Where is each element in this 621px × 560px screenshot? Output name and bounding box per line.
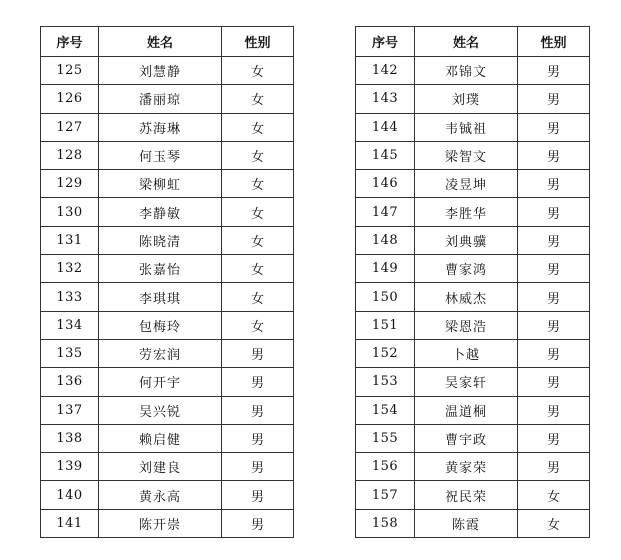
cell-gender: 男	[222, 481, 294, 509]
cell-gender: 女	[222, 226, 294, 254]
cell-name: 吴家轩	[415, 368, 518, 396]
cell-name: 包梅玲	[99, 311, 222, 339]
header-row	[41, 27, 294, 57]
cell-gender: 男	[518, 424, 590, 452]
table-row	[41, 170, 294, 198]
table-row	[41, 368, 294, 396]
cell-number: 131	[41, 226, 99, 254]
cell-name: 刘璞	[415, 85, 518, 113]
table-row	[41, 85, 294, 113]
table-row	[41, 141, 294, 169]
cell-name: 梁柳虹	[99, 170, 222, 198]
cell-name: 李胜华	[415, 198, 518, 226]
table-row	[356, 198, 590, 226]
cell-name: 潘丽琼	[99, 85, 222, 113]
cell-number: 140	[41, 481, 99, 509]
cell-name: 祝民荣	[415, 481, 518, 509]
cell-number: 147	[356, 198, 415, 226]
cell-gender: 男	[222, 368, 294, 396]
cell-name: 邓锦文	[415, 57, 518, 85]
cell-gender: 男	[518, 141, 590, 169]
cell-name: 梁恩浩	[415, 311, 518, 339]
cell-gender: 男	[518, 396, 590, 424]
table-row	[41, 509, 294, 537]
column-header-gender: 性别	[518, 27, 590, 57]
cell-gender: 女	[518, 481, 590, 509]
cell-number: 156	[356, 453, 415, 481]
cell-name: 吴兴锐	[99, 396, 222, 424]
cell-number: 137	[41, 396, 99, 424]
column-header-number: 序号	[356, 27, 415, 57]
cell-gender: 女	[222, 198, 294, 226]
roster-table-left	[40, 26, 294, 538]
cell-name: 黄永高	[99, 481, 222, 509]
cell-gender: 男	[222, 339, 294, 367]
table-row	[41, 57, 294, 85]
table-row	[41, 113, 294, 141]
cell-gender: 男	[518, 311, 590, 339]
cell-name: 刘建良	[99, 453, 222, 481]
table-row	[356, 170, 590, 198]
cell-number: 153	[356, 368, 415, 396]
table-row	[356, 509, 590, 537]
table-row	[41, 198, 294, 226]
cell-number: 143	[356, 85, 415, 113]
cell-gender: 男	[518, 453, 590, 481]
cell-number: 154	[356, 396, 415, 424]
cell-gender: 女	[222, 283, 294, 311]
cell-number: 148	[356, 226, 415, 254]
cell-name: 劳宏润	[99, 339, 222, 367]
table-row	[356, 311, 590, 339]
table-row	[356, 141, 590, 169]
cell-gender: 男	[222, 424, 294, 452]
table-row	[41, 226, 294, 254]
cell-gender: 女	[518, 509, 590, 537]
cell-name: 刘典骥	[415, 226, 518, 254]
column-header-gender: 性别	[222, 27, 294, 57]
header-row	[356, 27, 590, 57]
cell-number: 152	[356, 339, 415, 367]
cell-gender: 男	[518, 170, 590, 198]
cell-name: 赖启健	[99, 424, 222, 452]
cell-name: 陈开崇	[99, 509, 222, 537]
table-row	[356, 85, 590, 113]
cell-gender: 男	[518, 339, 590, 367]
column-header-number: 序号	[41, 27, 99, 57]
cell-number: 139	[41, 453, 99, 481]
cell-number: 128	[41, 141, 99, 169]
cell-number: 155	[356, 424, 415, 452]
cell-number: 127	[41, 113, 99, 141]
cell-name: 黄家荣	[415, 453, 518, 481]
cell-number: 141	[41, 509, 99, 537]
table-row	[356, 283, 590, 311]
table-row	[356, 396, 590, 424]
cell-name: 温道桐	[415, 396, 518, 424]
cell-name: 凌昱坤	[415, 170, 518, 198]
cell-gender: 男	[518, 283, 590, 311]
cell-name: 陈霞	[415, 509, 518, 537]
cell-gender: 男	[518, 226, 590, 254]
table-row	[356, 368, 590, 396]
cell-gender: 男	[518, 85, 590, 113]
column-header-name: 姓名	[415, 27, 518, 57]
cell-name: 何玉琴	[99, 141, 222, 169]
cell-name: 苏海琳	[99, 113, 222, 141]
cell-name: 李琪琪	[99, 283, 222, 311]
cell-name: 林威杰	[415, 283, 518, 311]
cell-number: 158	[356, 509, 415, 537]
cell-gender: 男	[222, 453, 294, 481]
cell-name: 梁智文	[415, 141, 518, 169]
cell-number: 146	[356, 170, 415, 198]
cell-gender: 男	[518, 368, 590, 396]
table-row	[356, 453, 590, 481]
cell-number: 134	[41, 311, 99, 339]
cell-name: 张嘉怡	[99, 255, 222, 283]
cell-gender: 女	[222, 85, 294, 113]
table-row	[356, 113, 590, 141]
cell-name: 何开宇	[99, 368, 222, 396]
cell-gender: 女	[222, 57, 294, 85]
cell-name: 刘慧静	[99, 57, 222, 85]
table-row	[356, 339, 590, 367]
roster-table-right	[355, 26, 590, 538]
cell-number: 145	[356, 141, 415, 169]
cell-gender: 男	[518, 57, 590, 85]
cell-number: 142	[356, 57, 415, 85]
table-row	[41, 311, 294, 339]
cell-name: 韦铖祖	[415, 113, 518, 141]
cell-number: 151	[356, 311, 415, 339]
table-row	[356, 255, 590, 283]
cell-number: 136	[41, 368, 99, 396]
cell-number: 125	[41, 57, 99, 85]
cell-number: 133	[41, 283, 99, 311]
cell-gender: 男	[222, 396, 294, 424]
table-row	[356, 226, 590, 254]
cell-number: 150	[356, 283, 415, 311]
cell-number: 157	[356, 481, 415, 509]
table-row	[41, 453, 294, 481]
cell-number: 126	[41, 85, 99, 113]
cell-number: 138	[41, 424, 99, 452]
cell-gender: 女	[222, 311, 294, 339]
cell-name: 曹家鸿	[415, 255, 518, 283]
cell-gender: 男	[518, 198, 590, 226]
table-row	[356, 424, 590, 452]
cell-gender: 女	[222, 170, 294, 198]
cell-number: 132	[41, 255, 99, 283]
cell-name: 陈晓清	[99, 226, 222, 254]
cell-number: 130	[41, 198, 99, 226]
cell-gender: 男	[518, 255, 590, 283]
cell-name: 卜越	[415, 339, 518, 367]
cell-gender: 男	[222, 509, 294, 537]
cell-number: 149	[356, 255, 415, 283]
table-row	[356, 481, 590, 509]
cell-number: 144	[356, 113, 415, 141]
column-header-name: 姓名	[99, 27, 222, 57]
cell-name: 曹宇政	[415, 424, 518, 452]
table-row	[41, 283, 294, 311]
cell-gender: 女	[222, 141, 294, 169]
table-row	[41, 481, 294, 509]
table-row	[41, 255, 294, 283]
table-row	[41, 424, 294, 452]
cell-name: 李静敏	[99, 198, 222, 226]
table-row	[41, 396, 294, 424]
cell-number: 135	[41, 339, 99, 367]
table-row	[356, 57, 590, 85]
cell-gender: 男	[518, 113, 590, 141]
table-row	[41, 339, 294, 367]
cell-gender: 女	[222, 255, 294, 283]
cell-number: 129	[41, 170, 99, 198]
cell-gender: 女	[222, 113, 294, 141]
